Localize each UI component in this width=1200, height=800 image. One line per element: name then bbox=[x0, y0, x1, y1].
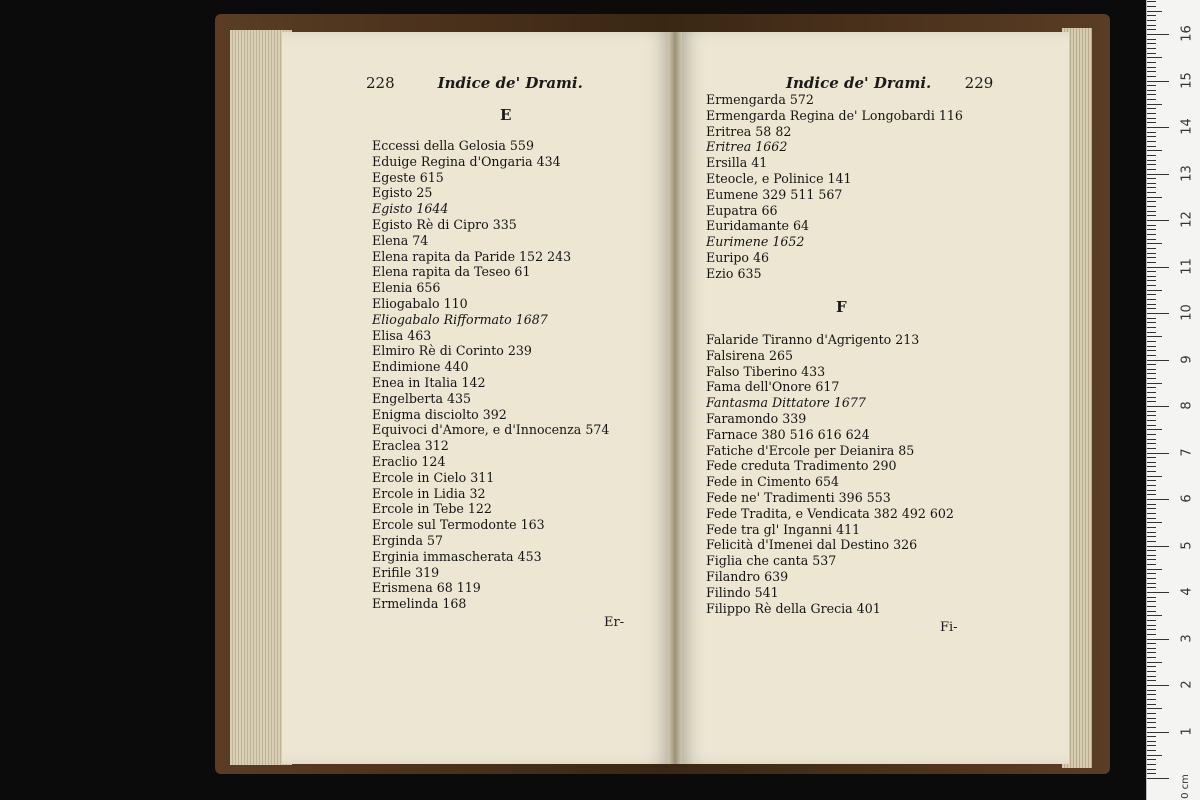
ruler-tick bbox=[1147, 578, 1156, 579]
ruler-tick bbox=[1147, 327, 1156, 328]
index-entry: Elena rapita da Teseo 61 bbox=[372, 264, 531, 280]
ruler-tick bbox=[1147, 634, 1156, 635]
index-entry: Filindo 541 bbox=[706, 584, 779, 600]
ruler-tick bbox=[1147, 648, 1156, 649]
ruler-tick bbox=[1147, 215, 1156, 216]
ruler-number: 13 bbox=[1179, 164, 1195, 182]
ruler-tick bbox=[1147, 546, 1169, 547]
index-entry: Egisto 1644 bbox=[372, 201, 449, 217]
ruler-tick bbox=[1147, 299, 1156, 300]
ruler-tick bbox=[1147, 118, 1156, 119]
ruler-tick bbox=[1147, 136, 1156, 137]
index-entry: Euridamante 64 bbox=[706, 218, 810, 234]
ruler-tick bbox=[1147, 592, 1169, 593]
index-entry: Eritrea 58 82 bbox=[706, 123, 792, 139]
ruler-tick bbox=[1147, 113, 1156, 114]
index-entry: Elena 74 bbox=[372, 232, 429, 248]
ruler-tick bbox=[1147, 750, 1156, 751]
index-entry: Eupatra 66 bbox=[706, 202, 778, 218]
ruler-tick bbox=[1147, 174, 1169, 175]
ruler-tick bbox=[1147, 262, 1156, 263]
ruler-tick bbox=[1147, 132, 1156, 133]
ruler-number: 10 bbox=[1179, 304, 1195, 321]
ruler-tick bbox=[1147, 206, 1156, 207]
ruler-tick bbox=[1147, 150, 1162, 151]
ruler-tick bbox=[1147, 527, 1156, 528]
ruler-tick bbox=[1147, 318, 1156, 319]
index-entry: Fede Tradita, e Vendicata 382 492 602 bbox=[706, 505, 954, 521]
measurement-ruler bbox=[1146, 0, 1200, 800]
ruler-tick bbox=[1147, 550, 1156, 551]
index-entry: Eteocle, e Polinice 141 bbox=[706, 170, 852, 186]
ruler-tick bbox=[1147, 671, 1156, 672]
index-entry: Fantasma Dittatore 1677 bbox=[706, 395, 866, 411]
book-gutter bbox=[668, 32, 682, 764]
right-page-number: 229 bbox=[964, 74, 994, 92]
index-entry: Erifile 319 bbox=[372, 564, 440, 580]
ruler-tick bbox=[1147, 62, 1156, 63]
ruler-tick bbox=[1147, 378, 1156, 379]
ruler-tick bbox=[1147, 611, 1156, 612]
ruler-tick bbox=[1147, 564, 1156, 565]
ruler-tick bbox=[1147, 85, 1156, 86]
ruler-tick bbox=[1147, 625, 1156, 626]
index-entry: Eurimene 1652 bbox=[706, 234, 805, 250]
ruler-tick bbox=[1147, 1, 1156, 2]
ruler-tick bbox=[1147, 257, 1156, 258]
left-entry-list bbox=[372, 138, 609, 612]
ruler-tick bbox=[1147, 392, 1156, 393]
ruler-tick bbox=[1147, 401, 1156, 402]
ruler-tick bbox=[1147, 104, 1162, 105]
index-entry: Filippo Rè della Grecia 401 bbox=[706, 600, 881, 616]
ruler-tick bbox=[1147, 146, 1156, 147]
ruler-number: 2 bbox=[1179, 680, 1195, 689]
ruler-number: 5 bbox=[1179, 540, 1195, 550]
ruler-tick bbox=[1147, 759, 1156, 760]
index-entry: Ermelinda 168 bbox=[372, 596, 467, 612]
index-entry: Fede ne' Tradimenti 396 553 bbox=[706, 489, 891, 505]
ruler-tick bbox=[1147, 420, 1156, 421]
ruler-tick bbox=[1147, 680, 1156, 681]
ruler-tick bbox=[1147, 406, 1169, 407]
index-entry: Fede in Cimento 654 bbox=[706, 474, 840, 490]
ruler-tick bbox=[1147, 587, 1156, 588]
ruler-tick bbox=[1147, 6, 1156, 7]
ruler-tick bbox=[1147, 732, 1169, 733]
index-entry: Fatiche d'Ercole per Deianira 85 bbox=[706, 442, 915, 458]
ruler-tick bbox=[1147, 532, 1156, 533]
ruler-tick bbox=[1147, 280, 1156, 281]
ruler-tick bbox=[1147, 676, 1156, 677]
index-entry: Elenia 656 bbox=[372, 280, 441, 296]
ruler-tick bbox=[1147, 480, 1156, 481]
index-entry: Fama dell'Onore 617 bbox=[706, 379, 840, 395]
ruler-tick bbox=[1147, 201, 1156, 202]
index-entry: Ercole in Lidia 32 bbox=[372, 485, 486, 501]
index-entry: Egisto 25 bbox=[372, 185, 433, 201]
index-entry: Eccessi della Gelosia 559 bbox=[372, 138, 534, 153]
index-entry: Fede tra gl' Inganni 411 bbox=[706, 521, 861, 537]
ruler-tick bbox=[1147, 639, 1169, 640]
ruler-tick bbox=[1147, 39, 1156, 40]
ruler-tick bbox=[1147, 248, 1156, 249]
ruler-tick bbox=[1147, 155, 1156, 156]
ruler-tick bbox=[1147, 178, 1156, 179]
ruler-tick bbox=[1147, 25, 1156, 26]
index-entry: Eduige Regina d'Ongaria 434 bbox=[372, 153, 561, 169]
ruler-tick bbox=[1147, 169, 1156, 170]
ruler-tick bbox=[1147, 34, 1169, 35]
ruler-tick bbox=[1147, 369, 1156, 370]
ruler-tick bbox=[1147, 141, 1156, 142]
ruler-tick bbox=[1147, 346, 1156, 347]
ruler-tick bbox=[1147, 122, 1156, 123]
ruler-tick bbox=[1147, 476, 1162, 477]
ruler-tick bbox=[1147, 704, 1156, 705]
ruler-tick bbox=[1147, 341, 1156, 342]
index-entry: Elena rapita da Paride 152 243 bbox=[372, 248, 572, 264]
ruler-tick bbox=[1147, 690, 1156, 691]
ruler-tick bbox=[1147, 313, 1169, 314]
index-entry: Falaride Tiranno d'Agrigento 213 bbox=[706, 332, 920, 347]
ruler-number: 12 bbox=[1179, 211, 1195, 228]
left-page-header bbox=[366, 74, 583, 92]
ruler-tick bbox=[1147, 773, 1156, 774]
ruler-tick bbox=[1147, 434, 1156, 435]
ruler-tick bbox=[1147, 229, 1156, 230]
ruler-number: 16 bbox=[1179, 25, 1195, 42]
ruler-tick bbox=[1147, 429, 1162, 430]
ruler-tick bbox=[1147, 629, 1156, 630]
right-entry-list-f bbox=[706, 332, 954, 616]
ruler-tick bbox=[1147, 597, 1156, 598]
ruler-tick bbox=[1147, 713, 1156, 714]
ruler-tick bbox=[1147, 555, 1156, 556]
ruler-tick bbox=[1147, 364, 1156, 365]
index-entry: Felicità d'Imenei dal Destino 326 bbox=[706, 537, 918, 553]
index-entry: Faramondo 339 bbox=[706, 410, 807, 426]
ruler-tick bbox=[1147, 71, 1156, 72]
ruler-tick bbox=[1147, 708, 1162, 709]
ruler-tick bbox=[1147, 373, 1156, 374]
ruler-tick bbox=[1147, 253, 1156, 254]
ruler-tick bbox=[1147, 99, 1156, 100]
ruler-tick bbox=[1147, 20, 1156, 21]
ruler-tick bbox=[1147, 718, 1156, 719]
ruler-tick bbox=[1147, 652, 1156, 653]
ruler-number: 3 bbox=[1179, 633, 1195, 643]
right-page-header bbox=[786, 74, 993, 92]
ruler-tick bbox=[1147, 383, 1162, 384]
ruler-tick bbox=[1147, 160, 1156, 161]
ruler-tick bbox=[1147, 243, 1162, 244]
ruler-tick bbox=[1147, 643, 1156, 644]
ruler-tick bbox=[1147, 267, 1169, 268]
ruler-tick bbox=[1147, 271, 1156, 272]
ruler-tick bbox=[1147, 448, 1156, 449]
ruler-tick bbox=[1147, 443, 1156, 444]
ruler-tick bbox=[1147, 504, 1156, 505]
ruler-tick bbox=[1147, 513, 1156, 514]
left-catchword: Er- bbox=[604, 615, 625, 630]
ruler-tick bbox=[1147, 536, 1156, 537]
ruler-tick bbox=[1147, 522, 1162, 523]
ruler-tick bbox=[1147, 606, 1156, 607]
index-entry: Egisto Rè di Cipro 335 bbox=[372, 216, 517, 232]
ruler-tick bbox=[1147, 276, 1156, 277]
ruler-tick bbox=[1147, 769, 1156, 770]
index-entry: Farnace 380 516 616 624 bbox=[706, 426, 870, 442]
ruler-tick bbox=[1147, 387, 1156, 388]
ruler-number: 11 bbox=[1179, 257, 1195, 275]
ruler-tick bbox=[1147, 439, 1156, 440]
ruler-number: 6 bbox=[1179, 494, 1195, 503]
ruler-tick bbox=[1147, 666, 1156, 667]
ruler-tick bbox=[1147, 285, 1156, 286]
index-entry: Enigma disciolto 392 bbox=[372, 406, 507, 422]
index-entry: Erismena 68 119 bbox=[372, 580, 481, 596]
ruler-tick bbox=[1147, 741, 1156, 742]
index-entry: Endimione 440 bbox=[372, 359, 469, 375]
ruler-tick bbox=[1147, 322, 1156, 323]
ruler-tick bbox=[1147, 225, 1156, 226]
ruler-tick bbox=[1147, 239, 1156, 240]
ruler-tick bbox=[1147, 541, 1156, 542]
index-entry: Eritrea 1662 bbox=[706, 139, 788, 155]
index-entry: Ezio 635 bbox=[706, 265, 762, 281]
ruler-tick bbox=[1147, 425, 1156, 426]
ruler-tick bbox=[1147, 211, 1156, 212]
index-entry: Eraclea 312 bbox=[372, 438, 449, 454]
ruler-tick bbox=[1147, 471, 1156, 472]
ruler-tick bbox=[1147, 57, 1162, 58]
index-entry: Enea in Italia 142 bbox=[372, 374, 486, 390]
ruler-tick bbox=[1147, 332, 1156, 333]
ruler-number: 9 bbox=[1179, 354, 1195, 364]
ruler-tick bbox=[1147, 127, 1169, 128]
index-entry: Ercole in Cielo 311 bbox=[372, 469, 495, 485]
ruler-tick bbox=[1147, 518, 1156, 519]
ruler-tick bbox=[1147, 192, 1156, 193]
ruler-tick bbox=[1147, 355, 1156, 356]
right-entry-list-e bbox=[706, 92, 963, 282]
ruler-tick bbox=[1147, 15, 1156, 16]
ruler-tick bbox=[1147, 490, 1156, 491]
ruler-tick bbox=[1147, 694, 1156, 695]
ruler-tick bbox=[1147, 508, 1156, 509]
ruler-tick bbox=[1147, 11, 1162, 12]
index-entry: Elmiro Rè di Corinto 239 bbox=[372, 343, 532, 359]
index-entry: Eliogabalo Rifformato 1687 bbox=[372, 311, 548, 327]
index-entry: Erginia immascherata 453 bbox=[372, 548, 542, 564]
ruler-tick bbox=[1147, 457, 1156, 458]
ruler-tick bbox=[1147, 615, 1162, 616]
ruler-tick bbox=[1147, 778, 1169, 779]
ruler-tick bbox=[1147, 466, 1156, 467]
ruler-tick bbox=[1147, 573, 1156, 574]
right-catchword: Fi- bbox=[940, 620, 958, 635]
section-letter-e: E bbox=[500, 106, 512, 124]
ruler-tick bbox=[1147, 43, 1156, 44]
ruler-tick bbox=[1147, 494, 1156, 495]
ruler-tick bbox=[1147, 234, 1156, 235]
index-entry: Erginda 57 bbox=[372, 532, 444, 548]
ruler-tick bbox=[1147, 220, 1169, 221]
ruler-tick bbox=[1147, 294, 1156, 295]
index-entry: Egeste 615 bbox=[372, 169, 444, 185]
ruler-tick bbox=[1147, 722, 1156, 723]
section-letter-f: F bbox=[836, 298, 847, 316]
ruler-tick bbox=[1147, 453, 1169, 454]
index-entry: Ermengarda 572 bbox=[706, 92, 814, 107]
ruler-tick bbox=[1147, 350, 1156, 351]
ruler-tick bbox=[1147, 183, 1156, 184]
ruler-unit-label: 0 cm bbox=[1179, 774, 1191, 799]
ruler-tick bbox=[1147, 620, 1156, 621]
ruler-tick bbox=[1147, 336, 1162, 337]
ruler-tick bbox=[1147, 108, 1156, 109]
ruler-number: 1 bbox=[1179, 726, 1195, 736]
ruler-tick bbox=[1147, 197, 1162, 198]
ruler-number: 4 bbox=[1179, 587, 1195, 596]
index-entry: Ercole in Tebe 122 bbox=[372, 501, 492, 517]
ruler-tick bbox=[1147, 699, 1156, 700]
index-entry: Ermengarda Regina de' Longobardi 116 bbox=[706, 107, 963, 123]
ruler-number: 14 bbox=[1179, 118, 1195, 135]
ruler-tick bbox=[1147, 583, 1156, 584]
ruler-tick bbox=[1147, 90, 1156, 91]
index-entry: Fede creduta Tradimento 290 bbox=[706, 458, 897, 474]
index-entry: Ercole sul Termodonte 163 bbox=[372, 517, 545, 533]
ruler-number: 15 bbox=[1179, 71, 1195, 89]
ruler-tick bbox=[1147, 76, 1156, 77]
left-page-number: 228 bbox=[366, 74, 395, 92]
index-entry: Falso Tiberino 433 bbox=[706, 363, 826, 379]
ruler-tick bbox=[1147, 304, 1156, 305]
ruler-tick bbox=[1147, 53, 1156, 54]
ruler-tick bbox=[1147, 308, 1156, 309]
index-entry: Figlia che canta 537 bbox=[706, 553, 837, 569]
ruler-tick bbox=[1147, 569, 1162, 570]
ruler-tick bbox=[1147, 164, 1156, 165]
ruler-tick bbox=[1147, 685, 1169, 686]
ruler-tick bbox=[1147, 415, 1156, 416]
ruler-tick bbox=[1147, 462, 1156, 463]
index-entry: Filandro 639 bbox=[706, 568, 789, 584]
index-entry: Elisa 463 bbox=[372, 327, 432, 343]
index-entry: Equivoci d'Amore, e d'Innocenza 574 bbox=[372, 422, 610, 438]
ruler-tick bbox=[1147, 48, 1156, 49]
ruler-tick bbox=[1147, 764, 1156, 765]
index-entry: Engelberta 435 bbox=[372, 390, 471, 406]
ruler-tick bbox=[1147, 559, 1156, 560]
index-entry: Falsirena 265 bbox=[706, 347, 794, 363]
ruler-tick bbox=[1147, 290, 1162, 291]
ruler-tick bbox=[1147, 29, 1156, 30]
ruler-tick bbox=[1147, 657, 1156, 658]
ruler-tick bbox=[1147, 360, 1169, 361]
ruler-tick bbox=[1147, 187, 1156, 188]
index-entry: Euripo 46 bbox=[706, 249, 770, 265]
ruler-tick bbox=[1147, 67, 1156, 68]
ruler-tick bbox=[1147, 727, 1156, 728]
index-entry: Ersilla 41 bbox=[706, 155, 768, 171]
ruler-tick bbox=[1147, 755, 1162, 756]
ruler-tick bbox=[1147, 736, 1156, 737]
left-running-title: Indice de' Drami. bbox=[437, 74, 583, 92]
ruler-tick bbox=[1147, 662, 1162, 663]
index-entry: Eliogabalo 110 bbox=[372, 295, 468, 311]
ruler-tick bbox=[1147, 411, 1156, 412]
ruler-tick bbox=[1147, 397, 1156, 398]
ruler-tick bbox=[1147, 94, 1156, 95]
ruler-tick bbox=[1147, 745, 1156, 746]
ruler-tick bbox=[1147, 485, 1156, 486]
right-running-title: Indice de' Drami. bbox=[786, 74, 932, 92]
ruler-number: 8 bbox=[1179, 401, 1195, 410]
ruler-number: 7 bbox=[1179, 447, 1195, 457]
ruler-tick bbox=[1147, 601, 1156, 602]
ruler-tick bbox=[1147, 499, 1169, 500]
ruler-tick bbox=[1147, 81, 1169, 82]
index-entry: Eraclio 124 bbox=[372, 453, 446, 469]
index-entry: Eumene 329 511 567 bbox=[706, 186, 843, 202]
